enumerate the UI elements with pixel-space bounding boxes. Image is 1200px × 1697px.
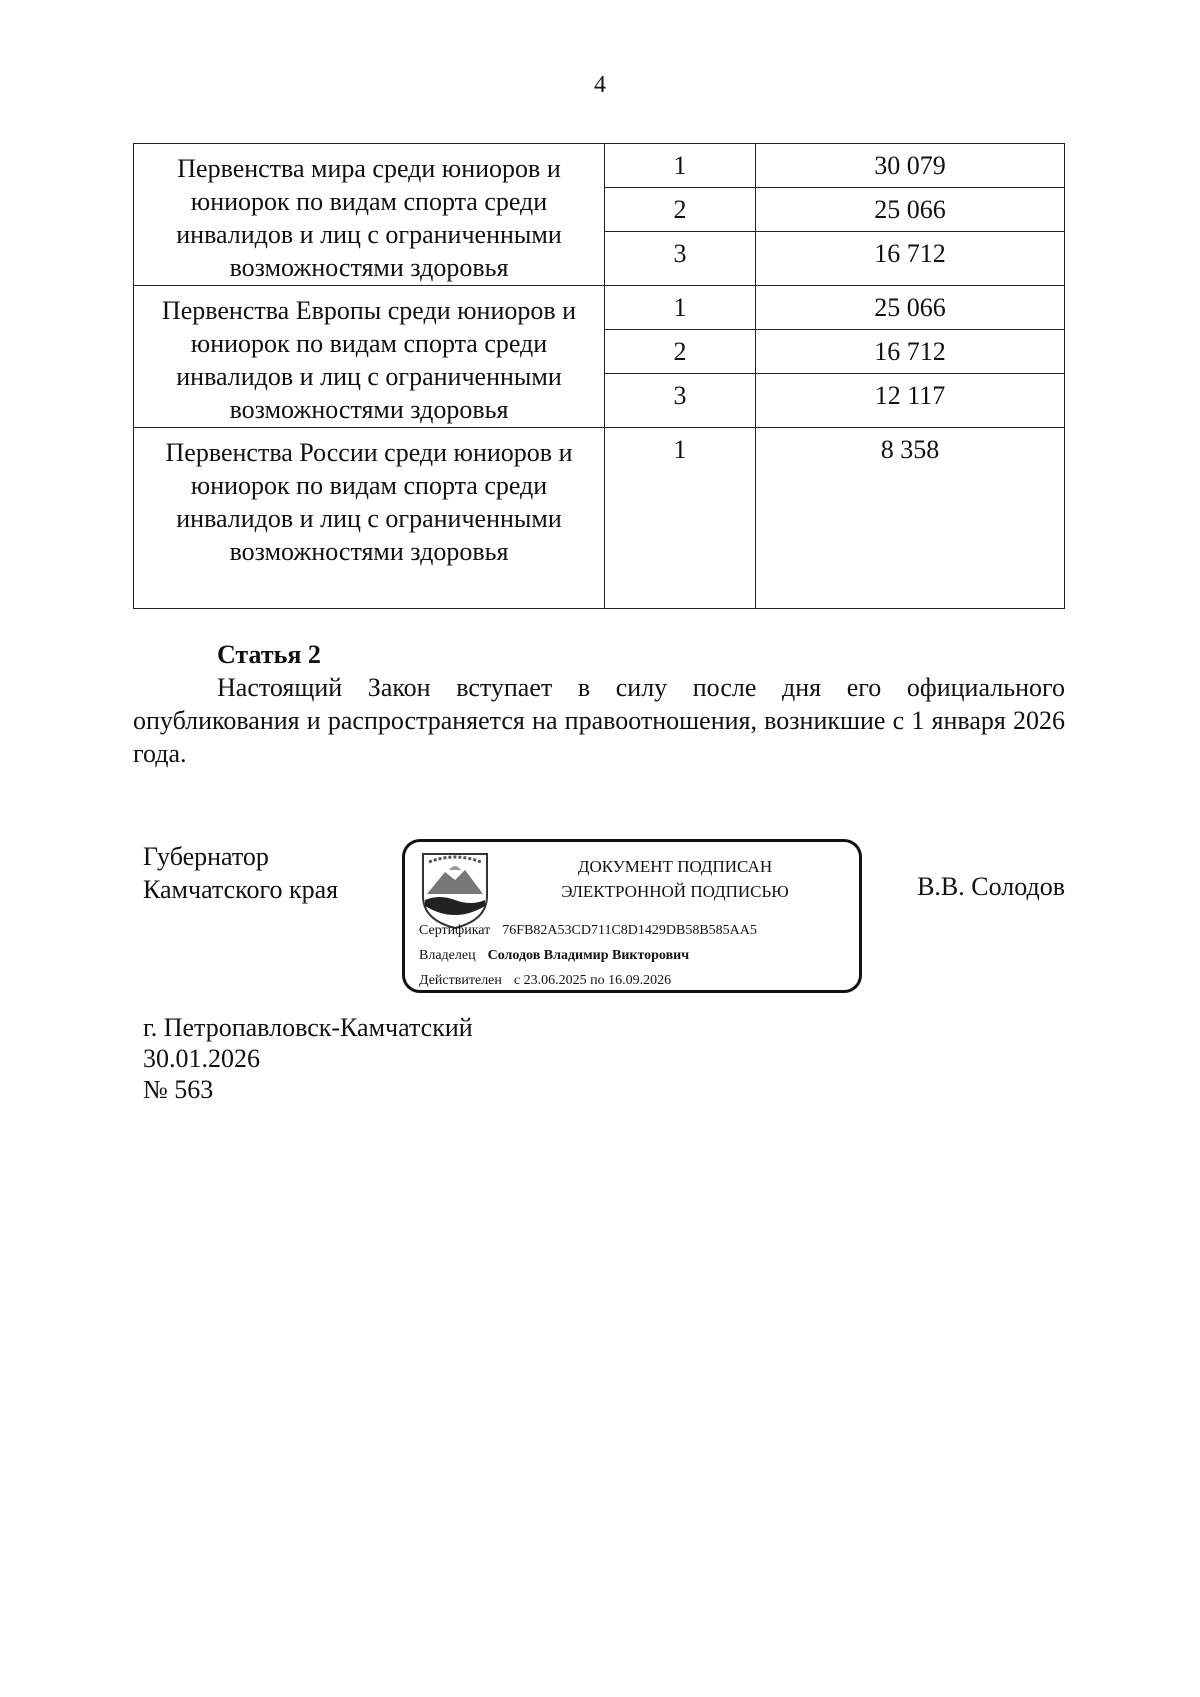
cert-label: Сертификат: [419, 923, 491, 938]
table-row: [134, 428, 1065, 609]
place-cell: 1: [605, 144, 756, 188]
competition-name: Первенства Европы среди юниоров и юниорок по видам спорта среди инвалидов и лиц с ограниченными возможностями здоровья: [134, 286, 605, 428]
stamp-title: [505, 854, 845, 904]
valid-value: с 23.06.2025 по 16.09.2026: [513, 973, 672, 988]
table-row: [134, 144, 1065, 188]
stamp-owner-row: [419, 943, 757, 968]
governor-name: В.В. Солодов: [917, 872, 1065, 901]
valid-label: Действителен: [419, 973, 502, 988]
place-cell: 2: [605, 330, 756, 374]
article-body: Настоящий Закон вступает в силу после дня его официального опубликования и распространяется на правоотношения, возникшие с 1 января 2026 года.: [133, 673, 1065, 768]
document-number: № 563: [143, 1075, 214, 1104]
awards-table: [133, 143, 1065, 609]
stamp-details: [419, 918, 757, 993]
document-footer: [143, 1012, 473, 1105]
place-cell: 1: [605, 286, 756, 330]
article-2: [133, 638, 1065, 770]
table-row: [134, 286, 1065, 330]
stamp-cert-row: [419, 918, 757, 943]
amount-cell: 16 712: [756, 232, 1065, 286]
page-number: 4: [594, 72, 606, 98]
e-signature-stamp: [402, 839, 862, 993]
amount-cell: 16 712: [756, 330, 1065, 374]
place-cell: 3: [605, 374, 756, 428]
governor-title: [143, 840, 338, 906]
amount-cell: 25 066: [756, 286, 1065, 330]
competition-name: Первенства России среди юниоров и юниорок по видам спорта среди инвалидов и лиц с ограниченными возможностями здоровья: [134, 428, 605, 609]
amount-cell: 25 066: [756, 188, 1065, 232]
place-cell: 3: [605, 232, 756, 286]
competition-name: Первенства мира среди юниоров и юниорок по видам спорта среди инвалидов и лиц с ограниченными возможностями здоровья: [134, 144, 605, 286]
document-date: 30.01.2026: [143, 1044, 260, 1073]
governor-line-1: Губернатор: [143, 842, 269, 871]
stamp-valid-row: [419, 968, 757, 993]
owner-label: Владелец: [419, 948, 476, 963]
article-title: Статья 2: [217, 640, 321, 669]
stamp-title-line-2: ЭЛЕКТРОННОЙ ПОДПИСЬЮ: [561, 882, 789, 901]
city: г. Петропавловск-Камчатский: [143, 1013, 473, 1042]
amount-cell: 12 117: [756, 374, 1065, 428]
amount-cell: 30 079: [756, 144, 1065, 188]
governor-line-2: Камчатского края: [143, 875, 339, 904]
place-cell: 2: [605, 188, 756, 232]
amount-cell: 8 358: [756, 428, 1065, 609]
cert-value: 76FB82A53CD711C8D1429DB58B585AA5: [502, 923, 757, 938]
stamp-title-line-1: ДОКУМЕНТ ПОДПИСАН: [577, 857, 773, 876]
owner-value: Солодов Владимир Викторович: [487, 948, 690, 963]
place-cell: 1: [605, 428, 756, 609]
